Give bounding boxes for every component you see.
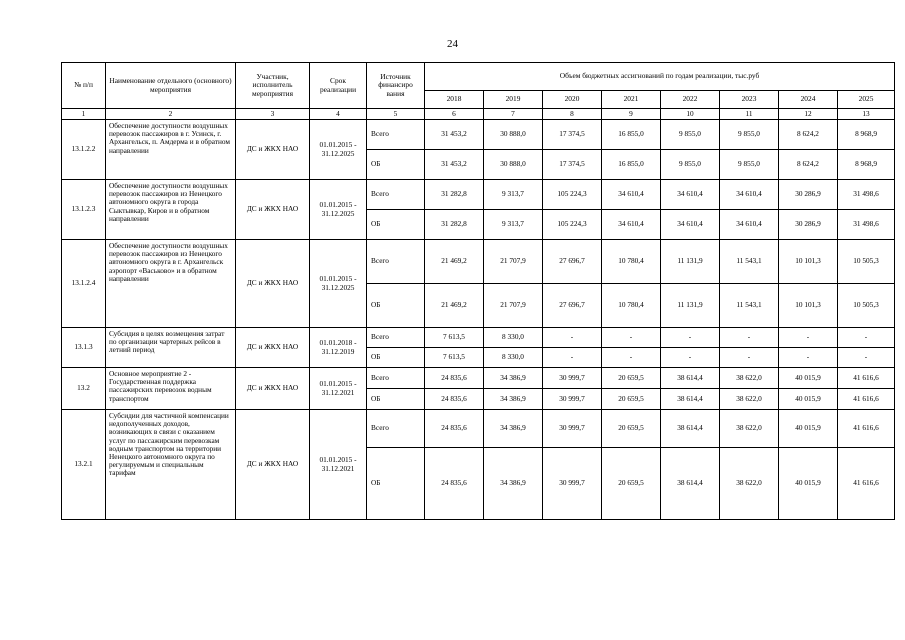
activity-name: Обеспечение доступности воздушных перевозок пассажиров в г. Усинск, г. Архангельск, п. Амдерма и в обратном направлении [106, 120, 236, 180]
budget-value: - [661, 348, 720, 368]
budget-value: 24 835,6 [425, 448, 484, 520]
budget-value: 34 386,9 [484, 410, 543, 448]
funding-source: ОБ [367, 389, 425, 410]
column-index: 6 [425, 109, 484, 120]
budget-value: 10 101,3 [779, 240, 838, 284]
funding-source: Всего [367, 328, 425, 348]
column-index: 9 [602, 109, 661, 120]
budget-value: 38 614,4 [661, 448, 720, 520]
budget-value: 9 313,7 [484, 210, 543, 240]
budget-value: 20 659,5 [602, 448, 661, 520]
header-volume: Объем бюджетных ассигнований по годам реализации, тыс.руб [425, 63, 895, 91]
header-name: Наименование отдельного (основного) мероприятия [106, 63, 236, 109]
budget-value: 11 543,1 [720, 284, 779, 328]
participant: ДС и ЖКХ НАО [236, 328, 310, 368]
budget-value: 34 386,9 [484, 448, 543, 520]
budget-value: 30 286,9 [779, 210, 838, 240]
budget-value: 10 505,3 [838, 284, 895, 328]
budget-value: 9 855,0 [720, 120, 779, 150]
table-row [62, 410, 895, 448]
page-number: 24 [447, 38, 458, 50]
header-year: 2019 [484, 91, 543, 109]
budget-value: 30 888,0 [484, 150, 543, 180]
budget-value: 34 386,9 [484, 368, 543, 389]
budget-value: - [720, 348, 779, 368]
participant: ДС и ЖКХ НАО [236, 240, 310, 328]
header-year: 2023 [720, 91, 779, 109]
table-row [62, 120, 895, 150]
funding-source: ОБ [367, 210, 425, 240]
budget-value: 8 330,0 [484, 348, 543, 368]
activity-name: Основное мероприятие 2 - Государственная поддержка пассажирских перевозок водным транспортом [106, 368, 236, 410]
budget-value: 38 614,4 [661, 389, 720, 410]
budget-value: 31 282,8 [425, 210, 484, 240]
funding-source: Всего [367, 120, 425, 150]
budget-value: 7 613,5 [425, 348, 484, 368]
header-source: Источник финансиро вания [367, 63, 425, 109]
budget-value: 10 101,3 [779, 284, 838, 328]
column-index: 3 [236, 109, 310, 120]
budget-value: 31 453,2 [425, 150, 484, 180]
funding-source: ОБ [367, 348, 425, 368]
column-index: 4 [310, 109, 367, 120]
budget-value: 34 610,4 [720, 210, 779, 240]
header-year: 2022 [661, 91, 720, 109]
budget-value: 21 469,2 [425, 240, 484, 284]
header-year: 2018 [425, 91, 484, 109]
budget-value: 41 616,6 [838, 368, 895, 389]
budget-value: 40 015,9 [779, 389, 838, 410]
budget-value: 8 968,9 [838, 120, 895, 150]
budget-value: 20 659,5 [602, 389, 661, 410]
row-number: 13.1.2.2 [62, 120, 106, 180]
row-number: 13.2 [62, 368, 106, 410]
header-year: 2020 [543, 91, 602, 109]
budget-value: 27 696,7 [543, 284, 602, 328]
budget-value: 17 374,5 [543, 150, 602, 180]
budget-value: 9 855,0 [661, 150, 720, 180]
budget-value: 10 780,4 [602, 284, 661, 328]
budget-value: - [720, 328, 779, 348]
budget-value: 9 313,7 [484, 180, 543, 210]
table-row [62, 328, 895, 348]
header-num: № п/п [62, 63, 106, 109]
budget-value: 21 469,2 [425, 284, 484, 328]
funding-source: Всего [367, 180, 425, 210]
column-index: 1 [62, 109, 106, 120]
activity-name: Обеспечение доступности воздушных перевозок пассажиров из Ненецкого автономного округа в города Сыктывкар, Киров и в обратном направлении [106, 180, 236, 240]
budget-value: 9 855,0 [720, 150, 779, 180]
budget-value: 21 707,9 [484, 240, 543, 284]
budget-value: - [602, 328, 661, 348]
budget-value: 38 622,0 [720, 448, 779, 520]
budget-value: 11 131,9 [661, 240, 720, 284]
activity-name: Обеспечение доступности воздушных перевозок пассажиров из Ненецкого автономного округа в г. Архангельск аэропорт «Васьково» и в обратном направлении [106, 240, 236, 328]
implementation-period: 01.01.2015 - 31.12.2021 [310, 410, 367, 520]
budget-value: - [661, 328, 720, 348]
implementation-period: 01.01.2018 - 31.12.2019 [310, 328, 367, 368]
budget-value: 40 015,9 [779, 368, 838, 389]
budget-value: 30 888,0 [484, 120, 543, 150]
budget-value: - [838, 328, 895, 348]
funding-source: ОБ [367, 448, 425, 520]
budget-value: 11 131,9 [661, 284, 720, 328]
budget-value: 38 622,0 [720, 410, 779, 448]
header-period: Срок реализации [310, 63, 367, 109]
column-index: 11 [720, 109, 779, 120]
budget-value: 105 224,3 [543, 210, 602, 240]
budget-value: 34 386,9 [484, 389, 543, 410]
budget-value: 30 999,7 [543, 389, 602, 410]
header-year: 2025 [838, 91, 895, 109]
budget-value: 34 610,4 [720, 180, 779, 210]
funding-source: Всего [367, 410, 425, 448]
budget-value: 41 616,6 [838, 389, 895, 410]
budget-value: 7 613,5 [425, 328, 484, 348]
budget-value: 27 696,7 [543, 240, 602, 284]
budget-value: 30 999,7 [543, 368, 602, 389]
budget-value: 16 855,0 [602, 120, 661, 150]
budget-value: 34 610,4 [602, 210, 661, 240]
budget-value: 30 999,7 [543, 448, 602, 520]
budget-value: - [543, 328, 602, 348]
budget-value: 38 622,0 [720, 389, 779, 410]
column-index: 8 [543, 109, 602, 120]
row-number: 13.1.3 [62, 328, 106, 368]
funding-source: Всего [367, 368, 425, 389]
table-row [62, 368, 895, 389]
budget-value: 24 835,6 [425, 410, 484, 448]
budget-value: 105 224,3 [543, 180, 602, 210]
row-number: 13.1.2.3 [62, 180, 106, 240]
budget-value: 31 282,8 [425, 180, 484, 210]
budget-value: 38 614,4 [661, 368, 720, 389]
budget-value: 41 616,6 [838, 448, 895, 520]
budget-table [61, 62, 895, 520]
budget-value: 24 835,6 [425, 368, 484, 389]
budget-value: - [543, 348, 602, 368]
participant: ДС и ЖКХ НАО [236, 410, 310, 520]
budget-value: 31 498,6 [838, 180, 895, 210]
budget-value: 8 968,9 [838, 150, 895, 180]
budget-value: 41 616,6 [838, 410, 895, 448]
header-participant: Участник, исполнитель мероприятия [236, 63, 310, 109]
budget-value: 16 855,0 [602, 150, 661, 180]
activity-name: Субсидия в целях возмещения затрат по организации чартерных рейсов в летний период [106, 328, 236, 368]
column-index: 2 [106, 109, 236, 120]
budget-value: 40 015,9 [779, 448, 838, 520]
budget-value: - [602, 348, 661, 368]
implementation-period: 01.01.2015 - 31.12.2025 [310, 120, 367, 180]
funding-source: ОБ [367, 284, 425, 328]
budget-value: 30 999,7 [543, 410, 602, 448]
implementation-period: 01.01.2015 - 31.12.2021 [310, 368, 367, 410]
funding-source: Всего [367, 240, 425, 284]
row-number: 13.1.2.4 [62, 240, 106, 328]
budget-value: 8 624,2 [779, 120, 838, 150]
budget-value: 10 505,3 [838, 240, 895, 284]
budget-value: - [838, 348, 895, 368]
column-index: 7 [484, 109, 543, 120]
column-index: 5 [367, 109, 425, 120]
budget-value: 34 610,4 [602, 180, 661, 210]
budget-value: - [779, 328, 838, 348]
budget-value: - [779, 348, 838, 368]
budget-value: 31 453,2 [425, 120, 484, 150]
column-index: 13 [838, 109, 895, 120]
row-number: 13.2.1 [62, 410, 106, 520]
column-index: 12 [779, 109, 838, 120]
header-year: 2021 [602, 91, 661, 109]
participant: ДС и ЖКХ НАО [236, 120, 310, 180]
table-row [62, 240, 895, 284]
budget-value: 8 624,2 [779, 150, 838, 180]
participant: ДС и ЖКХ НАО [236, 180, 310, 240]
budget-value: 24 835,6 [425, 389, 484, 410]
budget-value: 34 610,4 [661, 180, 720, 210]
budget-value: 8 330,0 [484, 328, 543, 348]
budget-value: 9 855,0 [661, 120, 720, 150]
column-index: 10 [661, 109, 720, 120]
budget-value: 21 707,9 [484, 284, 543, 328]
budget-value: 17 374,5 [543, 120, 602, 150]
budget-value: 30 286,9 [779, 180, 838, 210]
activity-name: Субсидии для частичной компенсации недополученных доходов, возникающих в связи с оказанием услуг по пассажирским перевозкам водным транспортом на территории Ненецкого автономного округа по регулируемым и специальным тарифам [106, 410, 236, 520]
implementation-period: 01.01.2015 - 31.12.2025 [310, 240, 367, 328]
budget-value: 20 659,5 [602, 368, 661, 389]
budget-value: 38 614,4 [661, 410, 720, 448]
budget-value: 10 780,4 [602, 240, 661, 284]
participant: ДС и ЖКХ НАО [236, 368, 310, 410]
implementation-period: 01.01.2015 - 31.12.2025 [310, 180, 367, 240]
funding-source: ОБ [367, 150, 425, 180]
table-row [62, 180, 895, 210]
budget-value: 40 015,9 [779, 410, 838, 448]
budget-value: 31 498,6 [838, 210, 895, 240]
budget-value: 38 622,0 [720, 368, 779, 389]
header-year: 2024 [779, 91, 838, 109]
budget-value: 11 543,1 [720, 240, 779, 284]
budget-value: 20 659,5 [602, 410, 661, 448]
budget-value: 34 610,4 [661, 210, 720, 240]
